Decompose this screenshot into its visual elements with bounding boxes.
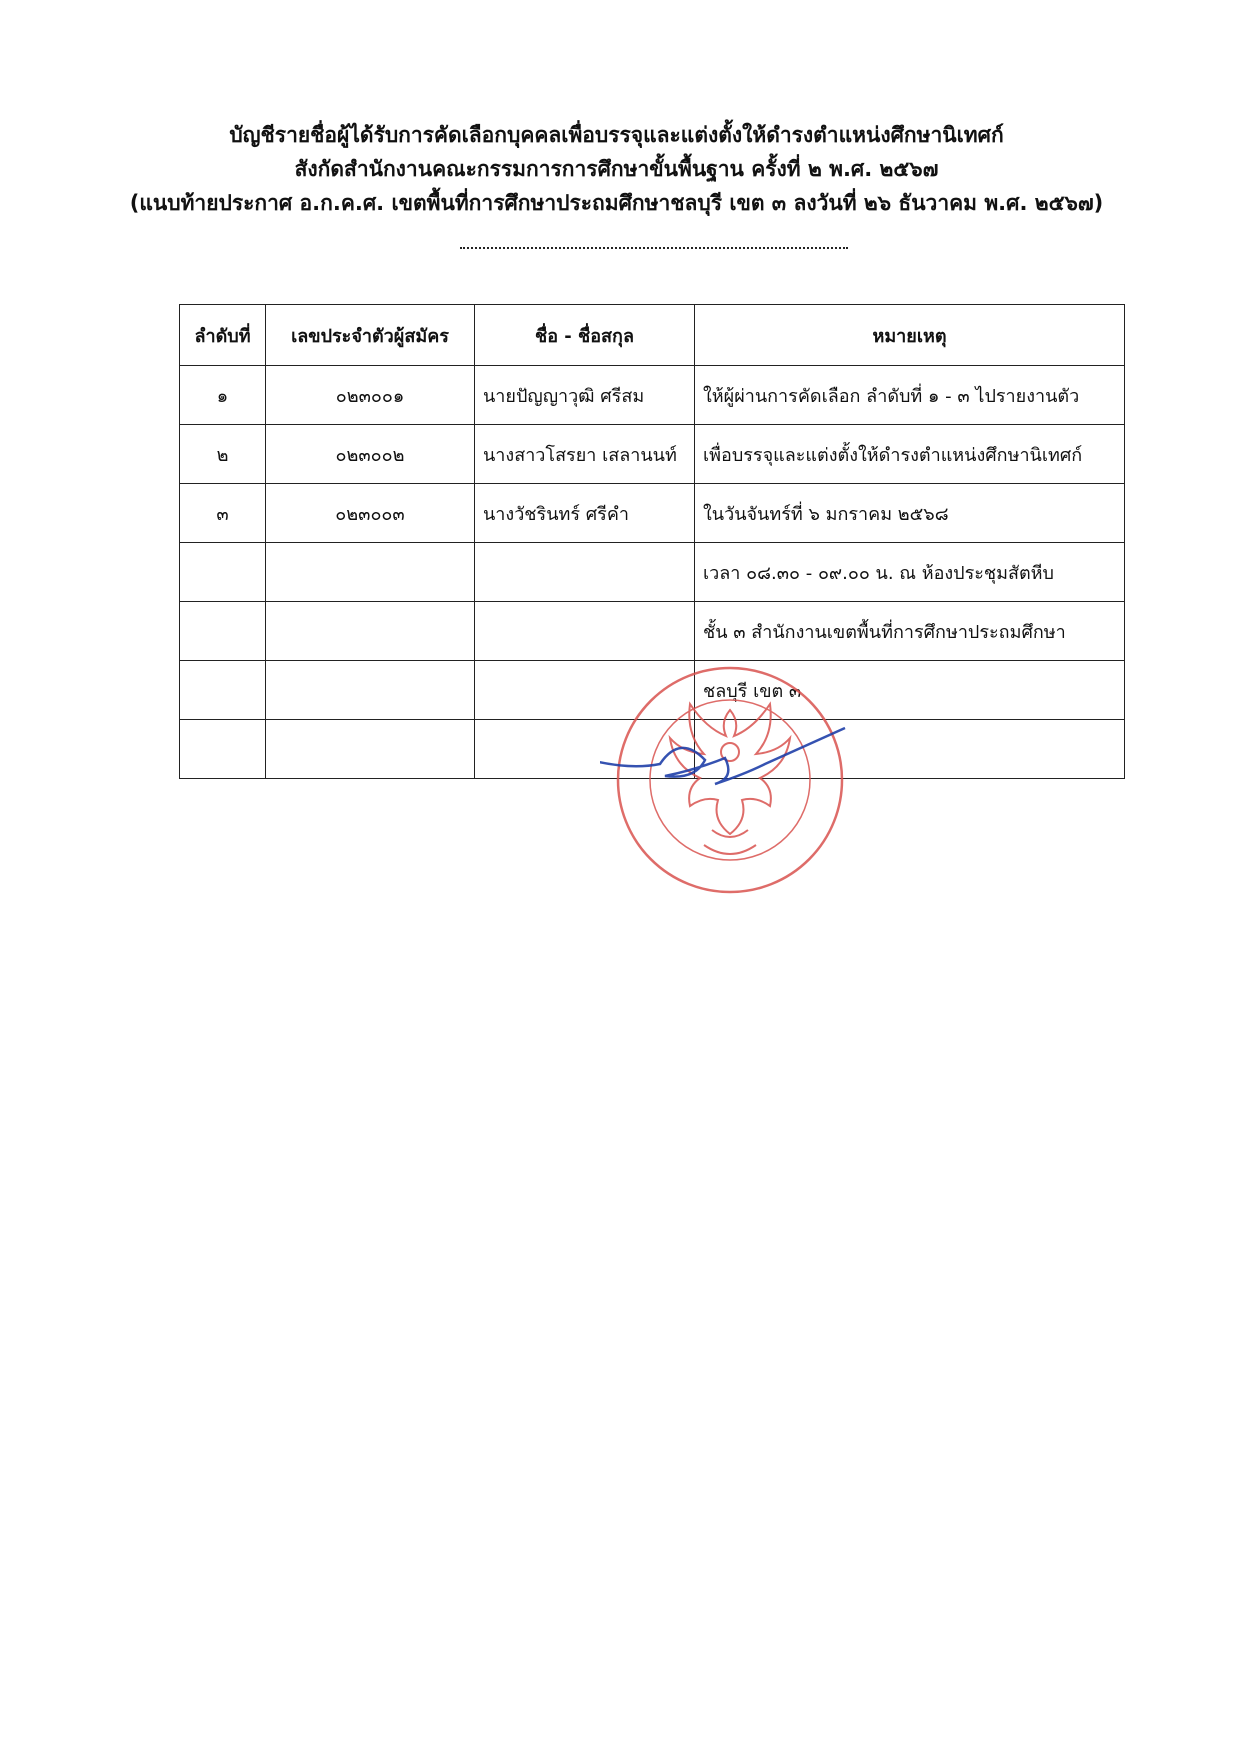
cell-remark: ให้ผู้ผ่านการคัดเลือก ลำดับที่ ๑ - ๓ ไปรายงานตัว — [695, 366, 1125, 425]
cell-order — [180, 661, 266, 720]
cell-applicant-id — [266, 661, 475, 720]
selected-candidates-table — [179, 304, 1125, 779]
cell-order — [180, 543, 266, 602]
heading-line-1: บัญชีรายชื่อผู้ได้รับการคัดเลือกบุคคลเพื่อบรรจุและแต่งตั้งให้ดำรงตำแหน่งศึกษานิเทศก์ — [229, 123, 1004, 147]
cell-name — [475, 543, 695, 602]
header-remark: หมายเหตุ — [695, 305, 1125, 366]
cell-remark: ชั้น ๓ สำนักงานเขตพื้นที่การศึกษาประถมศึกษา — [695, 602, 1125, 661]
table-row — [180, 425, 1125, 484]
cell-applicant-id: ๐๒๓๐๐๑ — [266, 366, 475, 425]
header-applicant-id: เลขประจำตัวผู้สมัคร — [266, 305, 475, 366]
table-header-row — [180, 305, 1125, 366]
cell-name — [475, 720, 695, 779]
cell-remark: เวลา ๐๘.๓๐ - ๐๙.๐๐ น. ณ ห้องประชุมสัตหีบ — [695, 543, 1125, 602]
cell-name: นางวัชรินทร์ ศรีคำ — [475, 484, 695, 543]
cell-order: ๑ — [180, 366, 266, 425]
document-heading — [0, 118, 1233, 220]
cell-name — [475, 602, 695, 661]
cell-remark: เพื่อบรรจุและแต่งตั้งให้ดำรงตำแหน่งศึกษานิเทศก์ — [695, 425, 1125, 484]
cell-applicant-id: ๐๒๓๐๐๒ — [266, 425, 475, 484]
heading-line-2: สังกัดสำนักงานคณะกรรมการการศึกษาขั้นพื้นฐาน ครั้งที่ ๒ พ.ศ. ๒๕๖๗ — [294, 157, 939, 181]
dotted-separator — [460, 247, 848, 249]
cell-order — [180, 720, 266, 779]
table-row — [180, 720, 1125, 779]
header-order: ลำดับที่ — [180, 305, 266, 366]
cell-name — [475, 661, 695, 720]
cell-remark: ในวันจันทร์ที่ ๖ มกราคม ๒๕๖๘ — [695, 484, 1125, 543]
cell-remark: ชลบุรี เขต ๓ — [695, 661, 1125, 720]
cell-applicant-id — [266, 602, 475, 661]
table-row — [180, 602, 1125, 661]
cell-remark — [695, 720, 1125, 779]
cell-order: ๓ — [180, 484, 266, 543]
table-row — [180, 484, 1125, 543]
cell-name: นางสาวโสรยา เสลานนท์ — [475, 425, 695, 484]
cell-order: ๒ — [180, 425, 266, 484]
table-row — [180, 543, 1125, 602]
heading-line-3: (แนบท้ายประกาศ อ.ก.ค.ศ. เขตพื้นที่การศึกษาประถมศึกษาชลบุรี เขต ๓ ลงวันที่ ๒๖ ธันวาคม พ.ศ. ๒๕๖๗) — [129, 191, 1104, 215]
cell-name: นายปัญญาวุฒิ ศรีสม — [475, 366, 695, 425]
cell-applicant-id — [266, 720, 475, 779]
cell-applicant-id — [266, 543, 475, 602]
header-name: ชื่อ - ชื่อสกุล — [475, 305, 695, 366]
cell-applicant-id: ๐๒๓๐๐๓ — [266, 484, 475, 543]
table-row — [180, 661, 1125, 720]
table-row — [180, 366, 1125, 425]
cell-order — [180, 602, 266, 661]
